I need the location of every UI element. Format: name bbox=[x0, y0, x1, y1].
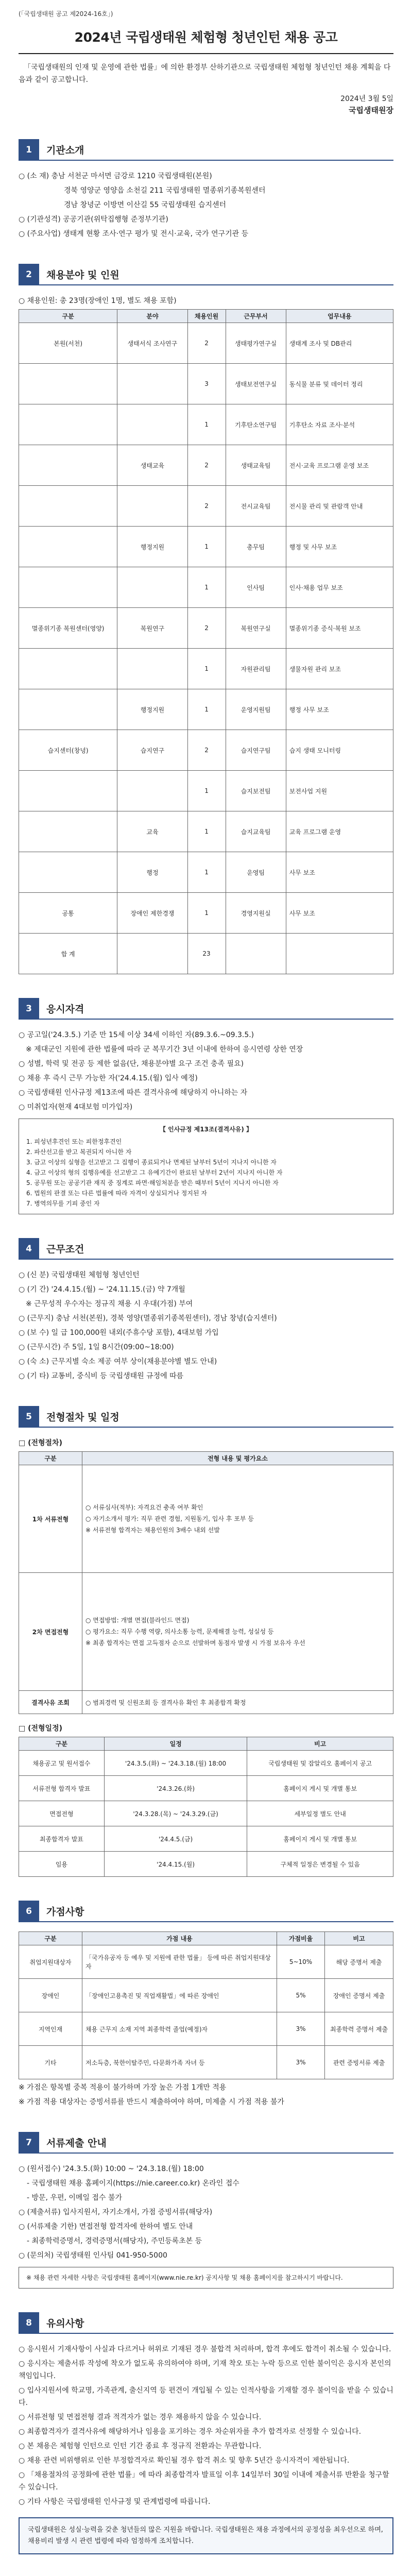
table-row bbox=[19, 811, 393, 852]
caution-item: ○ 응시원서 기재사항이 사실과 다르거나 허위로 기재된 경우 불합격 처리하며, 합격 후에도 합격이 취소될 수 있습니다. bbox=[19, 2345, 391, 2353]
table-cell bbox=[117, 364, 187, 404]
schedule-heading: □ (전형일정) bbox=[19, 1724, 62, 1733]
table-cell: 1 bbox=[187, 771, 226, 811]
table-cell: 구체적 일정은 변경될 수 있음 bbox=[247, 1852, 393, 1877]
section-header-2 bbox=[19, 264, 393, 285]
table-cell bbox=[19, 689, 117, 730]
section-header-4 bbox=[19, 1238, 393, 1260]
table-row bbox=[19, 1465, 393, 1573]
table-cell: 최종합격자 발표 bbox=[19, 1826, 105, 1852]
table-cell: 행정 및 사무 보조 bbox=[286, 527, 393, 567]
table-cell: 1 bbox=[187, 649, 226, 689]
column-header: 비고 bbox=[247, 1737, 393, 1751]
work-condition-item: ○ (기 타) 교통비, 중식비 등 국립생태원 규정에 따름 bbox=[19, 1372, 184, 1380]
table-cell: 1 bbox=[187, 567, 226, 608]
section-header-5 bbox=[19, 1406, 393, 1428]
table-row bbox=[19, 852, 393, 893]
table-cell: 취업지원대상자 bbox=[19, 1945, 82, 1979]
table-cell: 운영지원팀 bbox=[226, 689, 286, 730]
table-cell: 「국가유공자 등 예우 및 지원에 관한 법률」 등에 따른 취업지원대상자 bbox=[82, 1945, 277, 1979]
table-cell: 생태보전연구실 bbox=[226, 364, 286, 404]
application-link[interactable]: - 국립생태원 채용 홈페이지(https://nie.career.co.kr) 온라인 접수 bbox=[27, 2179, 239, 2188]
qualification-item: ○ 공고일('24.3.5.) 기준 만 15세 이상 34세 이하인 자(89.3.6.~09.3.5.) bbox=[19, 1031, 254, 1039]
table-row bbox=[19, 2046, 393, 2079]
table-row bbox=[19, 608, 393, 649]
recruit-count: ○ 채용인원: 총 23명(장애인 1명, 별도 채용 포함) bbox=[19, 297, 177, 305]
section-title: 가점사항 bbox=[39, 1901, 393, 1922]
caution-item: ○ 서류전형 및 면접전형 결과 적격자가 없는 경우 채용하지 않을 수 있습니다. bbox=[19, 2413, 262, 2421]
stage-name: 2차 면접전형 bbox=[19, 1573, 82, 1691]
table-cell: 2 bbox=[187, 323, 226, 364]
table-cell: 인사·채용 업무 보조 bbox=[286, 567, 393, 608]
table-cell: 운영팀 bbox=[226, 852, 286, 893]
table-row bbox=[19, 527, 393, 567]
section-title: 유의사항 bbox=[39, 2312, 393, 2334]
table-row bbox=[19, 1691, 393, 1714]
table-cell bbox=[117, 934, 187, 974]
table-row bbox=[19, 1751, 393, 1776]
table-cell: 장애인 제한경쟁 bbox=[117, 893, 187, 934]
table-cell bbox=[117, 771, 187, 811]
table-cell: 홈페이지 게시 및 개별 통보 bbox=[247, 1776, 393, 1801]
location-item: ○ (소 재) 충남 서천군 마서면 금강로 1210 국립생태원(본원) bbox=[19, 172, 212, 180]
table-cell: 멸종위기종 복원센터(영양) bbox=[19, 608, 117, 649]
table-cell: '24.3.26.(화) bbox=[104, 1776, 247, 1801]
work-condition-note: ※ 근무성적 우수자는 정규직 채용 시 우대(가점) 부여 bbox=[26, 1300, 193, 1308]
table-row bbox=[19, 771, 393, 811]
section-number: 3 bbox=[19, 998, 39, 1020]
main-business-item: ○ (주요사업) 생태계 현황 조사·연구 평가 및 전시·교육, 국가 연구기관 등 bbox=[19, 230, 249, 238]
work-condition-item: ○ (근무지) 충남 서천(본원), 경북 영양(멸종위기종복원센터), 경남 창녕(습지센터) bbox=[19, 1314, 277, 1323]
table-cell: 생물자원 관리 보조 bbox=[286, 649, 393, 689]
table-cell: 행정지원 bbox=[117, 689, 187, 730]
table-cell bbox=[19, 811, 117, 852]
table-cell: 생태평가연구실 bbox=[226, 323, 286, 364]
procedure-heading: □ (전형절차) bbox=[19, 1439, 62, 1447]
section-title: 서류제출 안내 bbox=[39, 2132, 393, 2154]
column-header: 일정 bbox=[104, 1737, 247, 1751]
closing-notice: 국립생태원은 성실·능력을 갖춘 청년들의 많은 지원을 바랍니다. 국립생태원은 채용 과정에서의 공정성을 최우선으로 하며, 채용비리 발생 시 관련 법령에 따라 엄정하게 조치합니다. bbox=[19, 2517, 393, 2554]
application-item: ○ (원서접수) '24.3.5.(화) 10:00 ~ '24.3.18.(월) 18:00 bbox=[19, 2165, 204, 2173]
table-row bbox=[19, 567, 393, 608]
table-cell: 장애인 증명서 제출 bbox=[325, 1979, 393, 2012]
table-cell: 생태교육 bbox=[117, 445, 187, 486]
table-cell bbox=[19, 771, 117, 811]
disqualification-line: 2. 파산선고를 받고 복권되지 아니한 자 bbox=[26, 1148, 132, 1156]
section-title: 기관소개 bbox=[39, 139, 393, 161]
disqualification-box bbox=[19, 1118, 393, 1214]
qualification-item: ○ 미취업자(현재 4대보험 미가입자) bbox=[19, 1103, 133, 1111]
column-header: 비고 bbox=[325, 1932, 393, 1945]
table-cell: 3% bbox=[277, 2046, 325, 2079]
table-cell bbox=[19, 445, 117, 486]
table-cell: 관련 증빙서류 제출 bbox=[325, 2046, 393, 2079]
table-row bbox=[19, 486, 393, 527]
bonus-note: ※ 가점은 항목별 중복 적용이 불가하며 가장 높은 가점 1개만 적용 bbox=[19, 2083, 227, 2092]
table-row bbox=[19, 1979, 393, 2012]
table-cell: 생태계 조사 및 DB관리 bbox=[286, 323, 393, 364]
disqualification-line: 5. 공무원 또는 공공기관 재직 중 징계로 파면·해임처분을 받은 때부터 5년이 지나지 아니한 자 bbox=[26, 1179, 279, 1187]
application-subitem: - 최종학력증명서, 경력증명서(해당자), 주민등록초본 등 bbox=[27, 2237, 202, 2245]
table-cell bbox=[19, 404, 117, 445]
qualification-note: ※ 제대군인 지원에 관한 법률에 따라 군 복무기간 3년 이내에 한하여 응시연령 상한 연장 bbox=[26, 1045, 303, 1054]
stage-detail: ○ 서류심사(적부): 자격요건 충족 여부 확인 ○ 자기소개서 평가: 직무 관련 경험, 지원동기, 입사 후 포부 등 ※ 서류전형 합격자는 채용인원의 3배수 내외 선발 bbox=[82, 1465, 393, 1573]
caution-item: ○ 기타 사항은 국립생태원 인사규정 및 관계법령에 따릅니다. bbox=[19, 2498, 211, 2506]
table-cell: 채용공고 및 원서접수 bbox=[19, 1751, 105, 1776]
section-number: 7 bbox=[19, 2132, 39, 2154]
table-row bbox=[19, 1573, 393, 1691]
table-row bbox=[19, 730, 393, 771]
column-header: 업무내용 bbox=[286, 310, 393, 323]
table-cell: '24.4.5.(금) bbox=[104, 1826, 247, 1852]
table-cell: 기타 bbox=[19, 2046, 82, 2079]
table-cell: 1 bbox=[187, 404, 226, 445]
table-cell: 경영지원실 bbox=[226, 893, 286, 934]
table-cell: 「장애인고용촉진 및 직업재활법」에 따른 장애인 bbox=[82, 1979, 277, 2012]
work-condition-item: ○ (보 수) 일 급 100,000원 내외(주휴수당 포함), 4대보험 가입 bbox=[19, 1329, 219, 1337]
table-cell: 홈페이지 게시 및 개별 통보 bbox=[247, 1826, 393, 1852]
table-cell: 기후탄소연구팀 bbox=[226, 404, 286, 445]
disqualification-line: 7. 병역의무를 기피 중인 자 bbox=[26, 1200, 100, 1207]
table-cell: 1 bbox=[187, 689, 226, 730]
table-cell: 행정 사무 보조 bbox=[286, 689, 393, 730]
application-note-box: ※ 채용 관련 자세한 사항은 국립생태원 홈페이지(www.nie.re.kr) 공지사항 및 채용 홈페이지를 참고하시기 바랍니다. bbox=[19, 2267, 393, 2289]
column-header: 전형 내용 및 평가요소 bbox=[82, 1452, 393, 1465]
table-cell: 총무팀 bbox=[226, 527, 286, 567]
table-row bbox=[19, 323, 393, 364]
table-row bbox=[19, 1945, 393, 1979]
table-cell: 복원연구 bbox=[117, 608, 187, 649]
table-cell: 습지연구팀 bbox=[226, 730, 286, 771]
caution-item: ○ 응시자는 제출서류 작성에 착오가 없도록 유의하여야 하며, 기재 착오 또는 누락 등으로 인한 불이익은 응시자 본인의 책임입니다. bbox=[19, 2360, 391, 2380]
section-number: 5 bbox=[19, 1406, 39, 1428]
table-cell: 서류전형 합격자 발표 bbox=[19, 1776, 105, 1801]
table-cell: 보전사업 지원 bbox=[286, 771, 393, 811]
table-cell: 전시·교육 프로그램 운영 보조 bbox=[286, 445, 393, 486]
org-type-item: ○ (기관성격) 공공기관(위탁집행형 준정부기관) bbox=[19, 215, 168, 224]
contact-item: ○ (문의처) 국립생태원 인사팀 041-950-5000 bbox=[19, 2251, 167, 2260]
stage-name: 1차 서류전형 bbox=[19, 1465, 82, 1573]
section-title: 근무조건 bbox=[39, 1238, 393, 1260]
table-cell: 2 bbox=[187, 730, 226, 771]
table-cell: 습지보전팀 bbox=[226, 771, 286, 811]
issuing-org: 국립생태원장 bbox=[349, 106, 393, 115]
column-header: 가점비율 bbox=[277, 1932, 325, 1945]
table-cell: 임용 bbox=[19, 1852, 105, 1877]
table-cell: 2 bbox=[187, 486, 226, 527]
procedure-table bbox=[19, 1451, 393, 1714]
table-row bbox=[19, 445, 393, 486]
table-cell bbox=[117, 404, 187, 445]
table-cell: 전시교육팀 bbox=[226, 486, 286, 527]
disqualification-line: 4. 금고 이상의 형의 집행유예를 선고받고 그 유예기간이 완료된 날부터 2년이 지나지 아니한 자 bbox=[26, 1169, 283, 1176]
table-row bbox=[19, 893, 393, 934]
table-row bbox=[19, 1776, 393, 1801]
table-cell: 사무 보조 bbox=[286, 852, 393, 893]
bonus-note: ※ 가점 적용 대상자는 증빙서류를 반드시 제출하여야 하며, 미제출 시 가점 적용 불가 bbox=[19, 2098, 284, 2106]
table-cell: 동식물 분류 및 데이터 정리 bbox=[286, 364, 393, 404]
table-cell: 세부일정 별도 안내 bbox=[247, 1801, 393, 1826]
lead-paragraph: 「국립생태원의 인재 및 운영에 관한 법률」에 의한 환경부 산하기관으로 국립생태원 체험형 청년인턴 채용 계획을 다음과 같이 공고합니다. bbox=[19, 63, 391, 84]
table-cell: 생태서식 조사연구 bbox=[117, 323, 187, 364]
bonus-table-body bbox=[19, 1945, 393, 2079]
section-number: 6 bbox=[19, 1901, 39, 1922]
column-header: 구분 bbox=[19, 1452, 82, 1465]
location-item: 경남 창녕군 이방면 이산길 55 국립생태원 습지센터 bbox=[64, 201, 226, 209]
work-condition-item: ○ (신 분) 국립생태원 체험형 청년인턴 bbox=[19, 1271, 140, 1279]
table-cell: 습지교육팀 bbox=[226, 811, 286, 852]
work-condition-item: ○ (숙 소) 근무지별 숙소 제공 여부 상이(채용분야별 별도 안내) bbox=[19, 1358, 217, 1366]
table-cell: 저소득층, 북한이탈주민, 다문화가족 자녀 등 bbox=[82, 2046, 277, 2079]
table-cell: 공통 bbox=[19, 893, 117, 934]
table-cell: 5~10% bbox=[277, 1945, 325, 1979]
table-cell: 23 bbox=[187, 934, 226, 974]
table-cell bbox=[19, 852, 117, 893]
column-header: 분야 bbox=[117, 310, 187, 323]
section-number: 4 bbox=[19, 1238, 39, 1260]
table-row bbox=[19, 364, 393, 404]
table-cell: 1 bbox=[187, 527, 226, 567]
table-cell bbox=[19, 649, 117, 689]
stage-detail: ○ 면접방법: 개별 면접(블라인드 면접) ○ 평가요소: 직무 수행 역량, 의사소통 능력, 문제해결 능력, 성실성 등 ※ 최종 합격자는 면접 고득점자 순으로 선발하며 동점자 발생 시 가점 보유자 우선 bbox=[82, 1573, 393, 1691]
table-cell: 3 bbox=[187, 364, 226, 404]
table-cell: 행정지원 bbox=[117, 527, 187, 567]
table-cell: 사무 보조 bbox=[286, 893, 393, 934]
table-row bbox=[19, 649, 393, 689]
column-header: 구분 bbox=[19, 1932, 82, 1945]
page-title: 2024년 국립생태원 체험형 청년인턴 채용 공고 bbox=[74, 30, 338, 45]
application-item: ○ (서류제출 기한) 면접전형 합격자에 한하여 별도 안내 bbox=[19, 2223, 193, 2231]
column-header: 구분 bbox=[19, 1737, 105, 1751]
caution-item: ○ 본 채용은 체험형 인턴으로 인턴 기간 종료 후 정규직 전환과는 무관합니다. bbox=[19, 2442, 262, 2450]
column-header: 채용인원 bbox=[187, 310, 226, 323]
table-row bbox=[19, 2012, 393, 2046]
table-cell bbox=[117, 567, 187, 608]
section-title: 전형절차 및 일정 bbox=[39, 1406, 393, 1428]
table-cell: 합 계 bbox=[19, 934, 117, 974]
stage-detail: ○ 범죄경력 및 신원조회 등 결격사유 확인 후 최종합격 확정 bbox=[82, 1691, 393, 1714]
table-cell: 해당 증명서 제출 bbox=[325, 1945, 393, 1979]
table-cell: 면접전형 bbox=[19, 1801, 105, 1826]
table-cell bbox=[19, 364, 117, 404]
table-cell bbox=[19, 567, 117, 608]
table-cell bbox=[19, 486, 117, 527]
section-header-7 bbox=[19, 2132, 393, 2154]
disqualification-line: 1. 피성년후견인 또는 피한정후견인 bbox=[26, 1138, 122, 1145]
section-title: 채용분야 및 인원 bbox=[39, 264, 393, 285]
column-header: 가점 내용 bbox=[82, 1932, 277, 1945]
table-cell: 행정 bbox=[117, 852, 187, 893]
disqualification-line: 6. 법원의 판결 또는 다른 법률에 따라 자격이 상실되거나 정지된 자 bbox=[26, 1190, 207, 1197]
table-cell: 전시물 관리 및 관람객 안내 bbox=[286, 486, 393, 527]
work-condition-item: ○ (기 간) '24.4.15.(월) ~ '24.11.15.(금) 약 7개월 bbox=[19, 1285, 185, 1294]
table-cell: 기후탄소 자료 조사·분석 bbox=[286, 404, 393, 445]
disqualification-title: 【 인사규정 제13조(결격사유) 】 bbox=[159, 1126, 253, 1133]
column-header: 근무부서 bbox=[226, 310, 286, 323]
qualification-item: ○ 국립생태원 인사규정 제13조에 따른 결격사유에 해당하지 아니하는 자 bbox=[19, 1089, 248, 1097]
qualification-item: ○ 성별, 학력 및 전공 등 제한 없음(단, 채용분야별 요구 조건 충족 필요) bbox=[19, 1060, 244, 1068]
table-cell: 3% bbox=[277, 2012, 325, 2046]
table-row bbox=[19, 689, 393, 730]
table-cell: '24.3.5.(화) ~ '24.3.18.(월) 18:00 bbox=[104, 1751, 247, 1776]
work-condition-item: ○ (근무시간) 주 5일, 1일 8시간(09:00~18:00) bbox=[19, 1343, 174, 1351]
table-cell: 교육 bbox=[117, 811, 187, 852]
table-cell: 멸종위기종 증식·복원 보조 bbox=[286, 608, 393, 649]
application-item: ○ (제출서류) 입사지원서, 자기소개서, 가점 증빙서류(해당자) bbox=[19, 2208, 213, 2216]
title-divider bbox=[19, 53, 393, 54]
table-cell: 국립생태원 및 잡알리오 홈페이지 공고 bbox=[247, 1751, 393, 1776]
table-cell: 자원관리팀 bbox=[226, 649, 286, 689]
table-row bbox=[19, 934, 393, 974]
table-cell: 1 bbox=[187, 893, 226, 934]
location-item: 경북 영양군 영양읍 소천길 211 국립생태원 멸종위기종복원센터 bbox=[64, 187, 266, 195]
notice-number: (「국립생태원 공고 제2024-16호」) bbox=[19, 10, 113, 18]
table-cell: 2 bbox=[187, 608, 226, 649]
section-number: 2 bbox=[19, 264, 39, 285]
table-cell: 지역인재 bbox=[19, 2012, 82, 2046]
table-cell: 본원(서천) bbox=[19, 323, 117, 364]
section-header-8 bbox=[19, 2312, 393, 2334]
column-header: 구분 bbox=[19, 310, 117, 323]
table-cell: 생태교육팀 bbox=[226, 445, 286, 486]
schedule-table-body bbox=[19, 1751, 393, 1877]
caution-item: ○ 최종합격자가 결격사유에 해당하거나 임용을 포기하는 경우 차순위자를 추가 합격자로 선정할 수 있습니다. bbox=[19, 2428, 362, 2436]
table-cell bbox=[117, 649, 187, 689]
disqualification-line: 3. 금고 이상의 실형을 선고받고 그 집행이 종료되거나 면제된 날부터 5년이 지나지 아니한 자 bbox=[26, 1159, 277, 1166]
section-number: 1 bbox=[19, 139, 39, 161]
table-cell: 5% bbox=[277, 1979, 325, 2012]
table-row bbox=[19, 404, 393, 445]
section-title: 응시자격 bbox=[39, 998, 393, 1020]
table-cell: 습지센터(창녕) bbox=[19, 730, 117, 771]
caution-item: ○ 입사지원서에 학교명, 가족관계, 출신지역 등 편견이 개입될 수 있는 인적사항을 기재할 경우 불이익을 받을 수 있습니다. bbox=[19, 2386, 393, 2407]
table-cell bbox=[286, 934, 393, 974]
table-cell: 2 bbox=[187, 445, 226, 486]
section-header-3 bbox=[19, 998, 393, 1020]
qualification-item: ○ 채용 후 즉시 근무 가능한 자('24.4.15.(월) 입사 예정) bbox=[19, 1074, 198, 1082]
table-row bbox=[19, 1801, 393, 1826]
table-row bbox=[19, 1852, 393, 1877]
caution-item: ○ 채용 관련 비위행위로 인한 부정합격자로 확인될 경우 합격 취소 및 향후 5년간 응시자격이 제한됩니다. bbox=[19, 2456, 350, 2465]
table-cell: 습지연구 bbox=[117, 730, 187, 771]
schedule-table bbox=[19, 1737, 393, 1877]
table-cell: '24.3.28.(목) ~ '24.3.29.(금) bbox=[104, 1801, 247, 1826]
stage-name: 결격사유 조회 bbox=[19, 1691, 82, 1714]
table-cell: '24.4.15.(월) bbox=[104, 1852, 247, 1877]
bonus-table bbox=[19, 1931, 393, 2079]
notice-date: 2024년 3월 5일 bbox=[340, 95, 393, 103]
table-cell: 1 bbox=[187, 852, 226, 893]
table-cell bbox=[117, 486, 187, 527]
table-cell: 장애인 bbox=[19, 1979, 82, 2012]
section-number: 8 bbox=[19, 2312, 39, 2334]
table-cell: 1 bbox=[187, 811, 226, 852]
recruit-table bbox=[19, 309, 393, 974]
recruit-table-body bbox=[19, 323, 393, 974]
table-cell: 최종학력 증명서 제출 bbox=[325, 2012, 393, 2046]
section-header-1 bbox=[19, 139, 393, 161]
table-cell: 인사팀 bbox=[226, 567, 286, 608]
table-cell: 채용 근무지 소재 지역 최종학력 졸업(예정)자 bbox=[82, 2012, 277, 2046]
caution-item: ○ 「채용절차의 공정화에 관한 법률」에 따라 최종합격자 발표일 이후 14일부터 30일 이내에 제출서류 반환을 청구할 수 있습니다. bbox=[19, 2471, 389, 2492]
table-row bbox=[19, 1826, 393, 1852]
table-cell: 복원연구실 bbox=[226, 608, 286, 649]
table-cell: 습지 생태 모니터링 bbox=[286, 730, 393, 771]
table-cell bbox=[226, 934, 286, 974]
application-subitem: - 방문, 우편, 이메일 접수 불가 bbox=[27, 2194, 122, 2202]
table-cell bbox=[19, 527, 117, 567]
table-cell: 교육 프로그램 운영 bbox=[286, 811, 393, 852]
section-header-6 bbox=[19, 1901, 393, 1922]
